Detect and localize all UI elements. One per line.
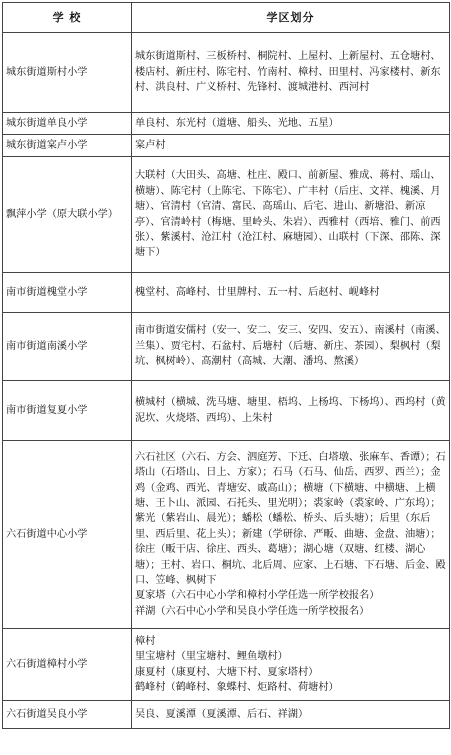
district-line: 樟村 bbox=[135, 635, 156, 647]
district-line: 单良村、东光村（道塘、船头、光地、五星） bbox=[135, 117, 339, 129]
school-name: 城东街道宲卢小学 bbox=[3, 135, 132, 157]
school-district-table bbox=[2, 2, 450, 729]
table-row bbox=[3, 157, 450, 273]
school-name: 南市街道复夏小学 bbox=[3, 381, 132, 441]
district-line: 横城村（横城、洗马塘、塘里、梧坞、上杨坞、下杨坞）、西坞村（黄泥坎、火烧塔、西坞）、上朱村 bbox=[135, 397, 446, 424]
school-name: 城东街道单良小学 bbox=[3, 113, 132, 135]
district-villages bbox=[132, 313, 450, 381]
header-row bbox=[3, 3, 450, 33]
school-name: 六石街道吴良小学 bbox=[3, 701, 132, 729]
table-row bbox=[3, 113, 450, 135]
district-villages bbox=[132, 135, 450, 157]
district-line: 吴良、夏溪潭（夏溪潭、后石、祥湖） bbox=[135, 708, 309, 720]
school-name: 南市街道南溪小学 bbox=[3, 313, 132, 381]
district-villages bbox=[132, 33, 450, 113]
table-row bbox=[3, 381, 450, 441]
district-villages bbox=[132, 157, 450, 273]
district-line: 夏家塔（六石中心小学和樟村小学任选一所学校报名） bbox=[135, 590, 380, 602]
district-line: 祥湖（六石中心小学和吴良小学任选一所学校报名） bbox=[135, 605, 370, 617]
table-row bbox=[3, 313, 450, 381]
school-name: 南市街道槐堂小学 bbox=[3, 273, 132, 313]
district-line: 南市街道安儒村（安一、安二、安三、安四、安五）、南溪村（南溪、兰集）、贾宅村、石盆村、后塘村（后塘、新庄、茶园）、梨枫村（梨坑、枫树岭）、高潮村（高城、大潮、潘坞、熬溪） bbox=[135, 325, 446, 368]
table-row bbox=[3, 441, 450, 629]
header-district: 学区划分 bbox=[132, 3, 450, 33]
district-line: 城东街道斯村、三板桥村、桐院村、上屋村、上新屋村、五仓塘村、楼店村、新庄村、陈宅村、竹南村、樟村、田里村、冯家楼村、新东村、洪良村、广义桥村、先锋村、渡城港村、西河村 bbox=[135, 51, 441, 94]
header-school: 学 校 bbox=[3, 3, 132, 33]
table-row bbox=[3, 135, 450, 157]
district-villages bbox=[132, 273, 450, 313]
district-villages bbox=[132, 629, 450, 701]
district-villages bbox=[132, 701, 450, 729]
table-row bbox=[3, 629, 450, 701]
table-row bbox=[3, 273, 450, 313]
school-name: 飘萍小学（原大联小学） bbox=[3, 157, 132, 273]
district-line: 鹤峰村（鹤峰村、象蝶村、炬路村、荷塘村） bbox=[135, 681, 339, 693]
district-villages bbox=[132, 441, 450, 629]
district-villages bbox=[132, 113, 450, 135]
table-row bbox=[3, 33, 450, 113]
school-name: 城东街道斯村小学 bbox=[3, 33, 132, 113]
district-line: 康夏村（康夏村、大塘下村、夏家塔村） bbox=[135, 666, 319, 678]
district-line: 宲卢村 bbox=[135, 139, 166, 151]
school-name: 六石街道中心小学 bbox=[3, 441, 132, 629]
district-line: 六石社区（六石、方会、泗庭芳、下迁、白塔墩、张麻车、香谭）；石塔山（石塔山、日上、方家）；石马（石马、仙岳、西罗、西兰）；金鸡（金鸡、西光、青塘安、戚高山）；横塘（下横塘、中横塘、上横塘、王卜山、派园、石托头、里光明）；裘家岭（裘家岭、广东坞）；紫光（紫岩山、晨光）；蟠松（蟠松、桥头、后头塘）；后里（东后里、西后里、花上头）；新建（学研徐、严畈、曲塘、金盘、油塘）；徐庄（畈干店、徐庄、西头、葛塘）；湖心塘（双塘、红楼、湖心塘）；王村、岩口、桐坑、北后周、应家、上石塘、下石塘、后金、殿口、笠峰、枫树下 bbox=[135, 451, 446, 587]
school-name: 六石街道樟村小学 bbox=[3, 629, 132, 701]
district-line: 里宝塘村（里宝塘村、鲤鱼墩村） bbox=[135, 651, 288, 663]
district-line: 大联村（大田头、高塘、杜庄、殿口、前新屋、雅成、蒋村、瑶山、横塘）、陈宅村（上陈宅、下陈宅）、广丰村（后庄、文祥、槐溪、月塘）、官清村（官清、富民、高瑶山、后宅、进山、新塘沿、新凉亭）、官清岭村（梅塘、里岭头、朱岩）、西雅村（西培、雅门、前西张）、紫溪村、沧江村（沧江村、麻塘园）、山联村（下深、邵陈、深塘下） bbox=[135, 170, 441, 259]
district-line: 槐堂村、高峰村、廿里牌村、五一村、后赵村、岘峰村 bbox=[135, 286, 380, 298]
district-villages bbox=[132, 381, 450, 441]
table-row bbox=[3, 701, 450, 729]
school-district-sheet bbox=[2, 2, 449, 729]
